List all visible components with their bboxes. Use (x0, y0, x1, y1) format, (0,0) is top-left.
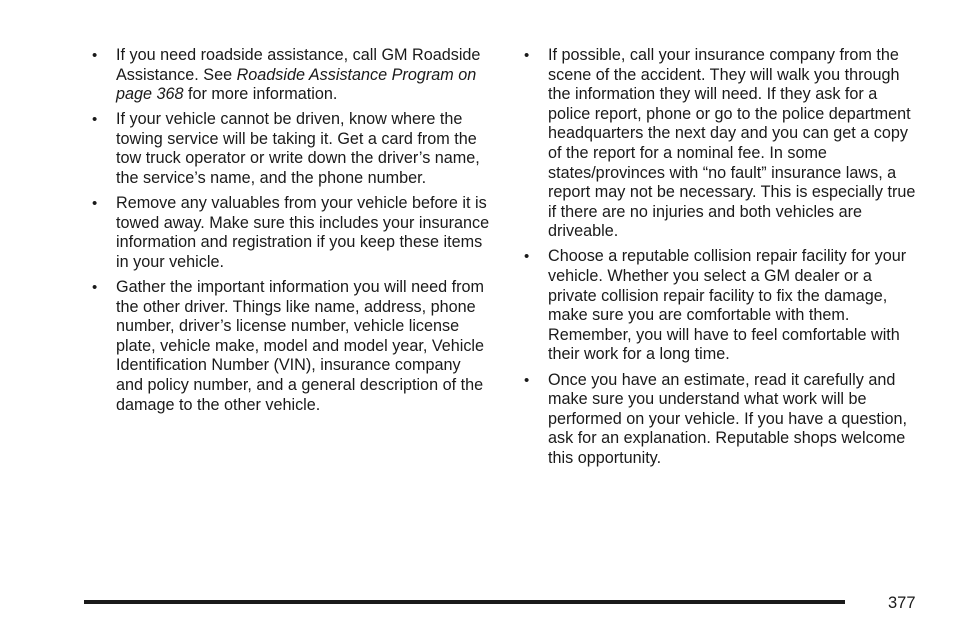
list-item (524, 371, 924, 469)
bullet-icon: • (92, 279, 98, 297)
bullet-icon: • (92, 47, 98, 64)
item-text: If possible, call your insurance company from the scene of the accident. They will walk you through the information they will need. If they ask for a police report, phone or go to the police department headquarters the next day and you can get a copy of the report for a nominal fee. In some states/provinces with “no fault” insurance laws, a report may not be necessary. This is especially true if there are no injuries and both vehicles are driveable. (548, 46, 916, 241)
bullet-icon: • (524, 371, 530, 389)
item-text: Remove any valuables from your vehicle before it is towed away. Make sure this includes your insurance information and registration if you keep these items in your vehicle. (116, 194, 490, 271)
item-text-continued: for more information. (183, 85, 338, 104)
left-column (92, 46, 492, 421)
item-text: Choose a reputable collision repair facility for your vehicle. Whether you select a GM dealer or a private collision repair facility to fix the damage, make sure you are comfortable with them. Remember, you will have to feel comfortable with their work for a long time. (548, 247, 907, 364)
page-number: 377 (888, 594, 916, 612)
list-item (524, 247, 924, 365)
item-text: If your vehicle cannot be driven, know where the towing service will be taking it. Get a card from the tow truck operator or write down the driver’s name, the service’s name, and the phone number. (116, 110, 480, 188)
footer-rule (84, 600, 845, 604)
bullet-icon: • (524, 47, 530, 64)
page-reference-link[interactable]: Roadside Assistance Program on page 368 (116, 65, 477, 104)
item-text: Gather the important information you will need from the other driver. Things like name, address, phone number, driver’s license number, vehicle license plate, vehicle make, model and model year, Vehicle Identification Number (VIN), insurance company and policy number, and a general description of the damage to the other vehicle. (116, 278, 485, 414)
bullet-icon: • (92, 111, 98, 129)
list-item (92, 110, 492, 188)
bullet-icon: • (92, 195, 98, 213)
item-text: If you need roadside assistance, call GM Roadside Assistance. See (116, 46, 481, 84)
list-item (524, 46, 924, 242)
right-column (524, 46, 924, 474)
item-text: Once you have an estimate, read it carefully and make sure you understand what work will be performed on your vehicle. If you have a question, ask for an explanation. Reputable shops welcome this opportunity. (548, 370, 908, 467)
list-item (92, 194, 492, 272)
list-item (92, 278, 492, 415)
bullet-icon: • (524, 248, 530, 266)
list-item (92, 46, 492, 105)
